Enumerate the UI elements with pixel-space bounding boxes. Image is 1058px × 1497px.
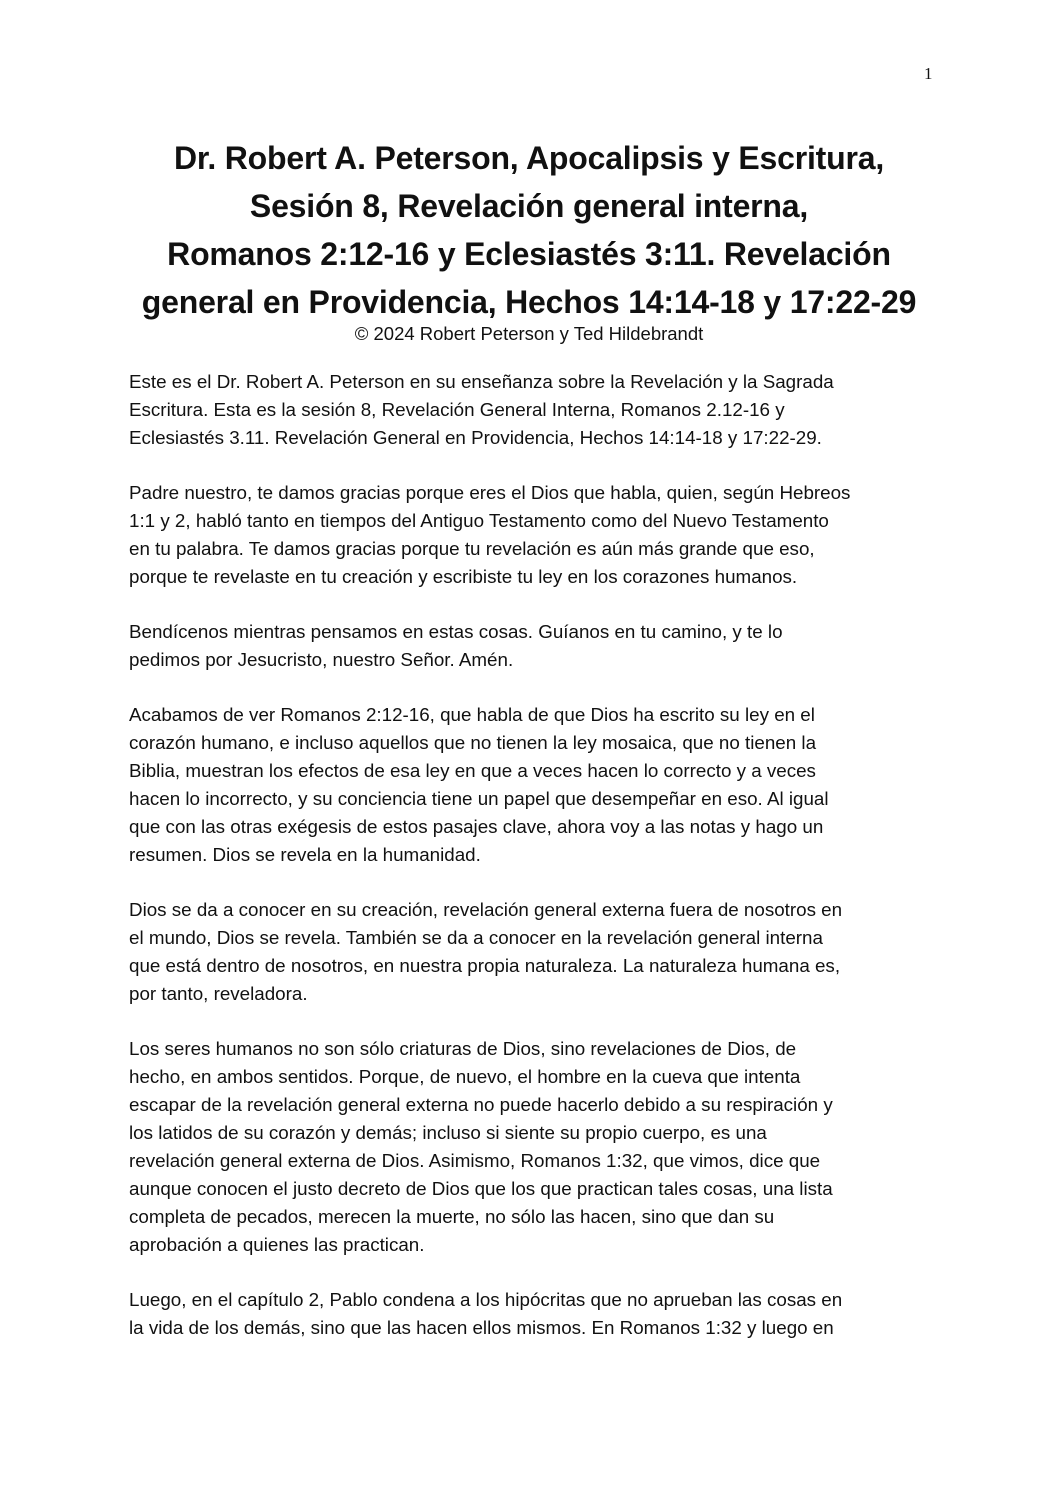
paragraph xyxy=(129,618,929,674)
paragraph-line: los latidos de su corazón y demás; incluso si siente su propio cuerpo, es una xyxy=(129,1122,767,1143)
paragraph-line: aprobación a quienes las practican. xyxy=(129,1234,425,1255)
paragraph-line: Escritura. Esta es la sesión 8, Revelación General Interna, Romanos 2.12-16 y xyxy=(129,399,785,420)
paragraph-line: porque te revelaste en tu creación y escribiste tu ley en los corazones humanos. xyxy=(129,566,798,587)
paragraph xyxy=(129,368,929,452)
paragraph-line: que está dentro de nosotros, en nuestra propia naturaleza. La naturaleza humana es, xyxy=(129,955,841,976)
title-line: Dr. Robert A. Peterson, Apocalipsis y Escritura, xyxy=(173,140,885,176)
paragraph-line: Los seres humanos no son sólo criaturas de Dios, sino revelaciones de Dios, de xyxy=(129,1038,797,1059)
copyright-notice: © 2024 Robert Peterson y Ted Hildebrandt xyxy=(354,323,704,344)
paragraph-line: Acabamos de ver Romanos 2:12-16, que habla de que Dios ha escrito su ley en el xyxy=(129,704,815,725)
title-line: Romanos 2:12-16 y Eclesiastés 3:11. Revelación xyxy=(167,236,891,272)
title-line: Sesión 8, Revelación general interna, xyxy=(249,188,809,224)
paragraph-line: Dios se da a conocer en su creación, revelación general externa fuera de nosotros en xyxy=(129,899,843,920)
paragraph xyxy=(129,479,929,591)
paragraph-line: la vida de los demás, sino que las hacen ellos mismos. En Romanos 1:32 y luego en xyxy=(129,1317,834,1338)
paragraph-line: aunque conocen el justo decreto de Dios que los que practican tales cosas, una lista xyxy=(129,1178,833,1199)
paragraph-line: Bendícenos mientras pensamos en estas cosas. Guíanos en tu camino, y te lo xyxy=(129,621,783,642)
paragraph xyxy=(129,1286,929,1342)
paragraph-line: que con las otras exégesis de estos pasajes clave, ahora voy a las notas y hago un xyxy=(129,816,824,837)
paragraph xyxy=(129,896,929,1008)
paragraph-line: revelación general externa de Dios. Asimismo, Romanos 1:32, que vimos, dice que xyxy=(129,1150,821,1171)
paragraph-line: resumen. Dios se revela en la humanidad. xyxy=(129,844,481,865)
paragraph-line: Eclesiastés 3.11. Revelación General en Providencia, Hechos 14:14-18 y 17:22-29. xyxy=(129,427,822,448)
paragraph-line: escapar de la revelación general externa no puede hacerlo debido a su respiración y xyxy=(129,1094,833,1115)
paragraph-line: hecho, en ambos sentidos. Porque, de nuevo, el hombre en la cueva que intenta xyxy=(129,1066,801,1087)
paragraph-line: Luego, en el capítulo 2, Pablo condena a los hipócritas que no aprueban las cosas en xyxy=(129,1289,843,1310)
paragraph-line: por tanto, reveladora. xyxy=(129,983,308,1004)
paragraph-line: Este es el Dr. Robert A. Peterson en su enseñanza sobre la Revelación y la Sagrada xyxy=(129,371,834,392)
paragraph-line: en tu palabra. Te damos gracias porque tu revelación es aún más grande que eso, xyxy=(129,538,815,559)
paragraph-line: 1:1 y 2, habló tanto en tiempos del Antiguo Testamento como del Nuevo Testamento xyxy=(129,510,829,531)
document-body xyxy=(129,368,929,1369)
paragraph-line: Padre nuestro, te damos gracias porque eres el Dios que habla, quien, según Hebreos xyxy=(129,482,851,503)
paragraph-line: corazón humano, e incluso aquellos que no tienen la ley mosaica, que no tienen la xyxy=(129,732,817,753)
paragraph-line: hacen lo incorrecto, y su conciencia tiene un papel que desempeñar en eso. Al igual xyxy=(129,788,829,809)
paragraph-line: el mundo, Dios se revela. También se da a conocer en la revelación general interna xyxy=(129,927,823,948)
document-title-block xyxy=(100,134,958,346)
paragraph xyxy=(129,1035,929,1259)
paragraph-line: pedimos por Jesucristo, nuestro Señor. Amén. xyxy=(129,649,514,670)
paragraph-line: Biblia, muestran los efectos de esa ley en que a veces hacen lo correcto y a veces xyxy=(129,760,816,781)
paragraph xyxy=(129,701,929,869)
title-line: general en Providencia, Hechos 14:14-18 y 17:22-29 xyxy=(141,284,917,320)
page-number: 1 xyxy=(924,64,933,83)
paragraph-line: completa de pecados, merecen la muerte, no sólo las hacen, sino que dan su xyxy=(129,1206,775,1227)
